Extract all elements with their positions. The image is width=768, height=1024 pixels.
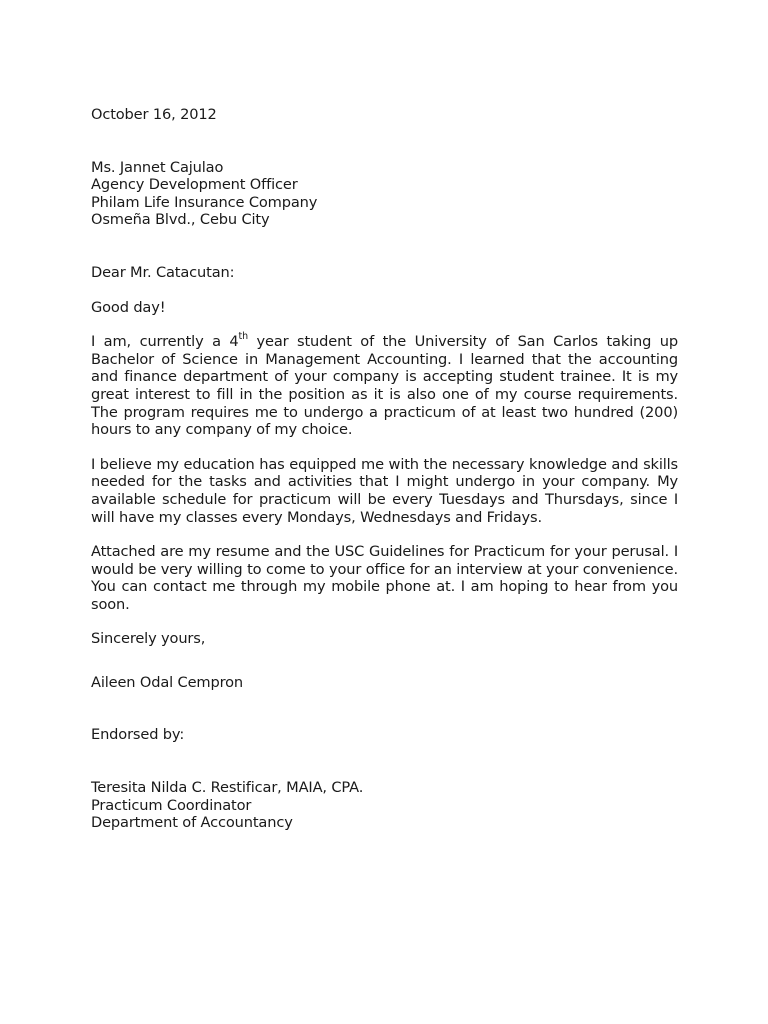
recipient-company: Philam Life Insurance Company	[91, 193, 318, 211]
recipient-address-block	[91, 159, 678, 229]
endorsed-label: Endorsed by:	[91, 725, 185, 743]
closing: Sincerely yours,	[91, 630, 206, 648]
letter-date: October 16, 2012	[91, 106, 217, 123]
recipient-address: Osmeña Blvd., Cebu City	[91, 211, 270, 229]
salutation: Dear Mr. Catacutan:	[91, 263, 235, 281]
paragraph-introduction-start: I am, currently a 4	[91, 333, 239, 351]
endorser-title: Practicum Coordinator	[91, 796, 252, 814]
paragraph-attachments: Attached are my resume and the USC Guidelines for Practicum for your perusal. I would be very willing to come to your office for an interview at your convenience. You can contact me through my mobile phone at. I am hoping to hear from you soon.	[91, 543, 678, 613]
recipient-title: Agency Development Officer	[91, 176, 298, 194]
paragraph-qualifications: I believe my education has equipped me with the necessary knowledge and skills needed for the tasks and activities that I might undergo in your company. My available schedule for practicum will be every Tuesdays and Thursdays, since I will have my classes every Mondays, Wednesdays and Fridays.	[91, 455, 678, 526]
endorser-department: Department of Accountancy	[91, 814, 293, 832]
endorser-name: Teresita Nilda C. Restificar, MAIA, CPA.	[91, 779, 364, 797]
endorser-block	[91, 779, 678, 832]
paragraph-introduction	[91, 333, 678, 439]
greeting: Good day!	[91, 298, 166, 316]
paragraph-introduction-rest: year student of the University of San Carlos taking up Bachelor of Science in Management Accounting. I learned that the accounting and finance department of your company is accepting student trainee. It is my great interest to fill in the position as it is also one of my course requirements. The program requires me to undergo a practicum of at least two hundred (200) hours to any company of my choice.	[91, 333, 678, 439]
letter-body	[91, 106, 678, 832]
sender-name: Aileen Odal Cempron	[91, 674, 243, 692]
recipient-name: Ms. Jannet Cajulao	[91, 158, 224, 176]
ordinal-suffix: th	[238, 331, 248, 343]
